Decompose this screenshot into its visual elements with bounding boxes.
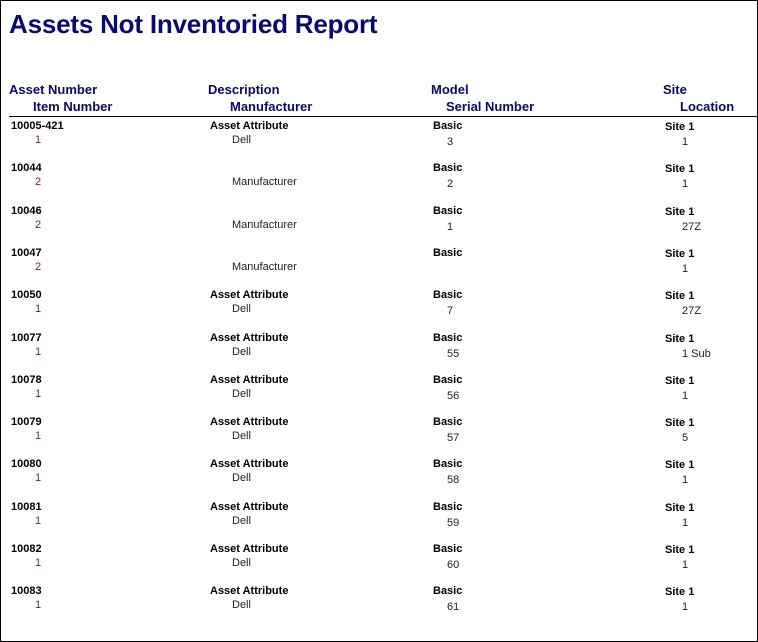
location: 1 (682, 389, 689, 402)
item-number: 2 (35, 176, 42, 189)
table-row (1, 458, 757, 500)
description: Asset Attribute (210, 500, 289, 513)
manufacturer: Dell (232, 430, 251, 443)
manufacturer: Dell (232, 472, 251, 485)
header-serial-number: Serial Number (446, 99, 535, 114)
model: Basic (433, 585, 463, 598)
description: Asset Attribute (210, 289, 289, 302)
model: Basic (433, 162, 463, 175)
item-number: 1 (35, 345, 42, 358)
report-rows (1, 1, 757, 641)
header-description: Description (208, 82, 280, 97)
header-item-number: Item Number (33, 99, 113, 114)
asset-number: 10005-421 (11, 120, 64, 132)
table-row (1, 162, 757, 204)
manufacturer: Manufacturer (232, 218, 297, 231)
header-manufacturer: Manufacturer (230, 99, 313, 114)
serial-number: 7 (447, 305, 454, 318)
asset-number: 10081 (11, 500, 42, 513)
location: 1 (682, 474, 689, 487)
header-site: Site (663, 82, 687, 97)
model: Basic (433, 204, 463, 217)
item-number: 1 (35, 599, 42, 612)
location: 27Z (682, 220, 701, 233)
serial-number: 60 (447, 559, 460, 571)
model: Basic (433, 458, 463, 471)
manufacturer: Dell (232, 303, 251, 316)
asset-number: 10077 (11, 331, 42, 344)
location: 1 (682, 559, 689, 571)
manufacturer: Dell (232, 387, 251, 400)
manufacturer: Dell (232, 599, 251, 612)
model: Basic (433, 500, 463, 513)
location: 27Z (682, 305, 701, 318)
asset-number: 10046 (11, 204, 42, 217)
manufacturer: Dell (232, 514, 251, 527)
model: Basic (433, 246, 463, 259)
manufacturer: Dell (232, 345, 251, 358)
description: Asset Attribute (210, 373, 289, 386)
serial-number: 57 (447, 432, 460, 445)
serial-number: 1 (447, 220, 454, 233)
location: 1 (682, 178, 689, 191)
site: Site 1 (665, 163, 695, 176)
model: Basic (433, 120, 463, 132)
header-model: Model (431, 82, 469, 97)
item-number: 1 (35, 430, 42, 443)
description: Asset Attribute (210, 458, 289, 471)
asset-number: 10079 (11, 416, 42, 429)
description: Asset Attribute (210, 543, 289, 555)
site: Site 1 (665, 501, 695, 514)
asset-number: 10082 (11, 543, 42, 555)
table-row (1, 289, 757, 331)
site: Site 1 (665, 544, 695, 556)
table-row (1, 416, 757, 458)
site: Site 1 (665, 205, 695, 218)
serial-number: 55 (447, 347, 460, 360)
serial-number: 59 (447, 516, 460, 529)
model: Basic (433, 543, 463, 555)
asset-number: 10050 (11, 289, 42, 302)
location: 1 (682, 601, 689, 614)
serial-number: 58 (447, 474, 460, 487)
location: 1 (682, 262, 689, 275)
model: Basic (433, 373, 463, 386)
model: Basic (433, 289, 463, 302)
serial-number: 3 (447, 136, 454, 148)
table-row (1, 120, 757, 162)
table-row (1, 543, 757, 585)
site: Site 1 (665, 586, 695, 599)
serial-number: 61 (447, 601, 460, 614)
table-row (1, 585, 757, 627)
asset-number: 10047 (11, 246, 42, 259)
serial-number: 56 (447, 389, 460, 402)
location: 1 (682, 516, 689, 529)
site: Site 1 (665, 121, 695, 133)
manufacturer: Manufacturer (232, 176, 297, 189)
site: Site 1 (665, 374, 695, 387)
asset-number: 10080 (11, 458, 42, 471)
item-number: 1 (35, 514, 42, 527)
table-row (1, 247, 757, 289)
serial-number: 2 (447, 178, 454, 191)
item-number: 1 (35, 472, 42, 485)
report-title: Assets Not Inventoried Report (9, 9, 378, 39)
site: Site 1 (665, 332, 695, 345)
table-row (1, 332, 757, 374)
model: Basic (433, 331, 463, 344)
asset-number: 10044 (11, 162, 42, 175)
table-row (1, 501, 757, 543)
manufacturer: Dell (232, 557, 251, 569)
description: Asset Attribute (210, 585, 289, 598)
item-number: 2 (35, 260, 42, 273)
location: 1 (682, 136, 689, 148)
item-number: 1 (35, 134, 42, 146)
manufacturer: Manufacturer (232, 260, 297, 273)
location: 5 (682, 432, 689, 445)
description: Asset Attribute (210, 416, 289, 429)
site: Site 1 (665, 290, 695, 303)
description: Asset Attribute (210, 120, 289, 132)
table-row (1, 205, 757, 247)
asset-number: 10078 (11, 373, 42, 386)
asset-number: 10083 (11, 585, 42, 598)
item-number: 1 (35, 387, 42, 400)
table-row (1, 374, 757, 416)
item-number: 1 (35, 557, 42, 569)
header-location: Location (680, 99, 735, 114)
manufacturer: Dell (232, 134, 251, 146)
location: 1 Sub (682, 347, 711, 360)
item-number: 2 (35, 218, 42, 231)
description: Asset Attribute (210, 331, 289, 344)
site: Site 1 (665, 247, 695, 260)
header-asset-number: Asset Number (9, 82, 98, 97)
site: Site 1 (665, 417, 695, 430)
item-number: 1 (35, 303, 42, 316)
model: Basic (433, 416, 463, 429)
site: Site 1 (665, 459, 695, 472)
